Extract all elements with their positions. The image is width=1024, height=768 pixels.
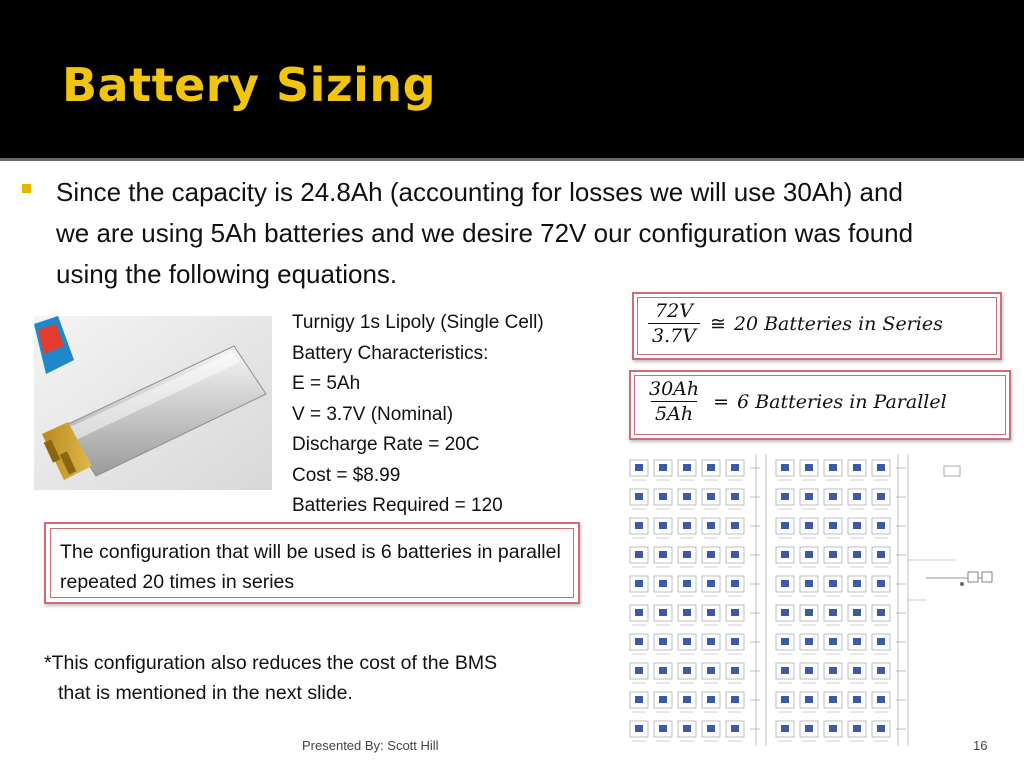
schematic-cell-core bbox=[707, 580, 715, 587]
series-denominator: 3.7V bbox=[648, 323, 700, 347]
schematic-cell-core bbox=[683, 725, 691, 732]
configuration-box bbox=[44, 522, 580, 604]
schematic-cell-core bbox=[781, 725, 789, 732]
schematic-cell-core bbox=[659, 667, 667, 674]
schematic-cell-core bbox=[683, 696, 691, 703]
characteristic-line: Battery Characteristics: bbox=[292, 342, 489, 364]
schematic-cell-core bbox=[731, 580, 739, 587]
schematic-cell-core bbox=[805, 464, 813, 471]
schematic-cell-core bbox=[635, 551, 643, 558]
schematic-cell-core bbox=[683, 667, 691, 674]
schematic-cell-core bbox=[635, 522, 643, 529]
schematic-cell-core bbox=[659, 609, 667, 616]
schematic-cell-core bbox=[877, 551, 885, 558]
schematic-cell-core bbox=[853, 609, 861, 616]
schematic-cell-core bbox=[683, 580, 691, 587]
schematic-cell-core bbox=[707, 551, 715, 558]
schematic-cell-core bbox=[853, 725, 861, 732]
schematic-cell-core bbox=[707, 609, 715, 616]
schematic-cell-core bbox=[659, 696, 667, 703]
schematic-cell-core bbox=[731, 464, 739, 471]
parallel-denominator: 5Ah bbox=[651, 401, 697, 425]
title-bar bbox=[0, 0, 1024, 161]
parallel-result: 6 Batteries in Parallel bbox=[737, 390, 947, 413]
characteristic-line: Batteries Required = 120 bbox=[292, 495, 503, 516]
schematic-component bbox=[944, 466, 960, 476]
slide-title: Battery Sizing bbox=[62, 58, 437, 112]
parallel-equation-box bbox=[629, 370, 1011, 440]
schematic-cell-core bbox=[635, 493, 643, 500]
schematic-cell-core bbox=[781, 522, 789, 529]
schematic-cell-core bbox=[659, 551, 667, 558]
schematic-cell-core bbox=[781, 580, 789, 587]
schematic-cell-core bbox=[731, 725, 739, 732]
schematic-cell-core bbox=[853, 464, 861, 471]
battery-pack-wiring-diagram bbox=[626, 450, 998, 748]
schematic-cell-core bbox=[683, 464, 691, 471]
schematic-cell-core bbox=[805, 696, 813, 703]
configuration-text: The configuration that will be used is 6 batteries in parallel repeated 20 times in series bbox=[60, 541, 561, 593]
schematic-cell-core bbox=[781, 464, 789, 471]
schematic-cell-core bbox=[805, 638, 813, 645]
schematic-cell-core bbox=[877, 638, 885, 645]
schematic-cell-core bbox=[731, 609, 739, 616]
battery-characteristics bbox=[292, 308, 544, 522]
schematic-cell-core bbox=[707, 638, 715, 645]
schematic-cell-core bbox=[659, 464, 667, 471]
schematic-cell-core bbox=[683, 609, 691, 616]
schematic-cell-core bbox=[635, 638, 643, 645]
lipo-battery-image bbox=[34, 316, 272, 490]
schematic-cell-core bbox=[707, 667, 715, 674]
bullet-text: Since the capacity is 24.8Ah (accounting for losses we will use 30Ah) and we are using 5Ah batteries and we desire 72V our configuration was found using the following equations. bbox=[56, 177, 914, 289]
schematic-cell-core bbox=[635, 580, 643, 587]
schematic-cell-core bbox=[853, 580, 861, 587]
schematic-cell-core bbox=[659, 725, 667, 732]
characteristic-line: E = 5Ah bbox=[292, 373, 361, 394]
footer-presenter: Presented By: Scott Hill bbox=[302, 738, 439, 753]
footnote bbox=[44, 648, 497, 708]
schematic-cell-core bbox=[659, 580, 667, 587]
schematic-cell-core bbox=[731, 667, 739, 674]
schematic-cell-core bbox=[731, 551, 739, 558]
characteristic-line: Turnigy 1s Lipoly (Single Cell) bbox=[292, 312, 544, 333]
schematic-cell-core bbox=[829, 522, 837, 529]
schematic-cell-core bbox=[781, 493, 789, 500]
schematic-cell-core bbox=[659, 522, 667, 529]
schematic-cell-core bbox=[635, 464, 643, 471]
schematic-cell-core bbox=[853, 696, 861, 703]
schematic-cell-core bbox=[829, 609, 837, 616]
schematic-cell-core bbox=[805, 493, 813, 500]
schematic-cell-core bbox=[781, 638, 789, 645]
schematic-cell-core bbox=[829, 696, 837, 703]
page-number: 16 bbox=[973, 738, 988, 753]
schematic-cell-core bbox=[659, 638, 667, 645]
footnote-line-1: *This configuration also reduces the cost of the BMS bbox=[44, 652, 498, 674]
schematic-cell-core bbox=[805, 522, 813, 529]
series-equation-box bbox=[632, 292, 1002, 360]
schematic-cell-core bbox=[781, 609, 789, 616]
schematic-cell-core bbox=[805, 667, 813, 674]
schematic-cell-core bbox=[635, 725, 643, 732]
schematic-cell-core bbox=[853, 522, 861, 529]
schematic-cell-core bbox=[829, 725, 837, 732]
schematic-cell-core bbox=[683, 638, 691, 645]
schematic-cell-core bbox=[781, 696, 789, 703]
schematic-cell-core bbox=[853, 667, 861, 674]
schematic-cell-core bbox=[853, 493, 861, 500]
series-fraction bbox=[648, 300, 700, 347]
schematic-cell-core bbox=[731, 493, 739, 500]
schematic-cell-core bbox=[877, 696, 885, 703]
schematic-cell-core bbox=[635, 609, 643, 616]
series-equation bbox=[648, 300, 943, 347]
schematic-cell-core bbox=[829, 667, 837, 674]
schematic-cell-core bbox=[829, 580, 837, 587]
schematic-cell-core bbox=[853, 638, 861, 645]
schematic-cell-core bbox=[829, 551, 837, 558]
schematic-cell-core bbox=[659, 493, 667, 500]
schematic-cell-core bbox=[707, 696, 715, 703]
schematic-cell-core bbox=[877, 725, 885, 732]
schematic-cell-core bbox=[731, 522, 739, 529]
characteristic-line: Cost = $8.99 bbox=[292, 464, 401, 486]
schematic-cell-core bbox=[731, 696, 739, 703]
schematic-cell-core bbox=[805, 725, 813, 732]
series-relation: ≅ bbox=[709, 312, 726, 335]
schematic-cell-core bbox=[683, 551, 691, 558]
schematic-connector bbox=[982, 572, 992, 582]
schematic-cell-core bbox=[877, 667, 885, 674]
schematic-node bbox=[960, 582, 964, 586]
parallel-fraction bbox=[645, 378, 703, 425]
schematic-cell-core bbox=[707, 522, 715, 529]
schematic-cell-core bbox=[781, 667, 789, 674]
schematic-cell-core bbox=[877, 609, 885, 616]
parallel-equation bbox=[645, 378, 947, 425]
schematic-cell-core bbox=[805, 580, 813, 587]
schematic-cell-core bbox=[683, 493, 691, 500]
schematic-cell-core bbox=[635, 667, 643, 674]
schematic-cell-core bbox=[877, 464, 885, 471]
series-result: 20 Batteries in Series bbox=[733, 312, 943, 335]
schematic-cell-core bbox=[877, 522, 885, 529]
schematic-cell-core bbox=[731, 638, 739, 645]
footnote-line-2: that is mentioned in the next slide. bbox=[58, 682, 353, 704]
characteristic-line: V = 3.7V (Nominal) bbox=[292, 403, 454, 425]
schematic-cell-core bbox=[635, 696, 643, 703]
schematic-cell-core bbox=[853, 551, 861, 558]
square-bullet-icon bbox=[22, 184, 31, 193]
schematic-cell-core bbox=[805, 551, 813, 558]
schematic-cell-core bbox=[829, 464, 837, 471]
schematic-cell-core bbox=[877, 493, 885, 500]
schematic-cell-core bbox=[829, 638, 837, 645]
characteristic-line: Discharge Rate = 20C bbox=[292, 434, 480, 455]
parallel-relation: = bbox=[713, 390, 730, 413]
schematic-cell-core bbox=[805, 609, 813, 616]
schematic-cell-core bbox=[781, 551, 789, 558]
schematic-cell-core bbox=[829, 493, 837, 500]
series-numerator: 72V bbox=[655, 300, 693, 322]
schematic-cell-core bbox=[683, 522, 691, 529]
schematic-cell-core bbox=[707, 725, 715, 732]
schematic-cell-core bbox=[877, 580, 885, 587]
schematic-cell-core bbox=[707, 464, 715, 471]
parallel-numerator: 30Ah bbox=[649, 378, 700, 400]
schematic-cell-core bbox=[707, 493, 715, 500]
schematic-connector bbox=[968, 572, 978, 582]
